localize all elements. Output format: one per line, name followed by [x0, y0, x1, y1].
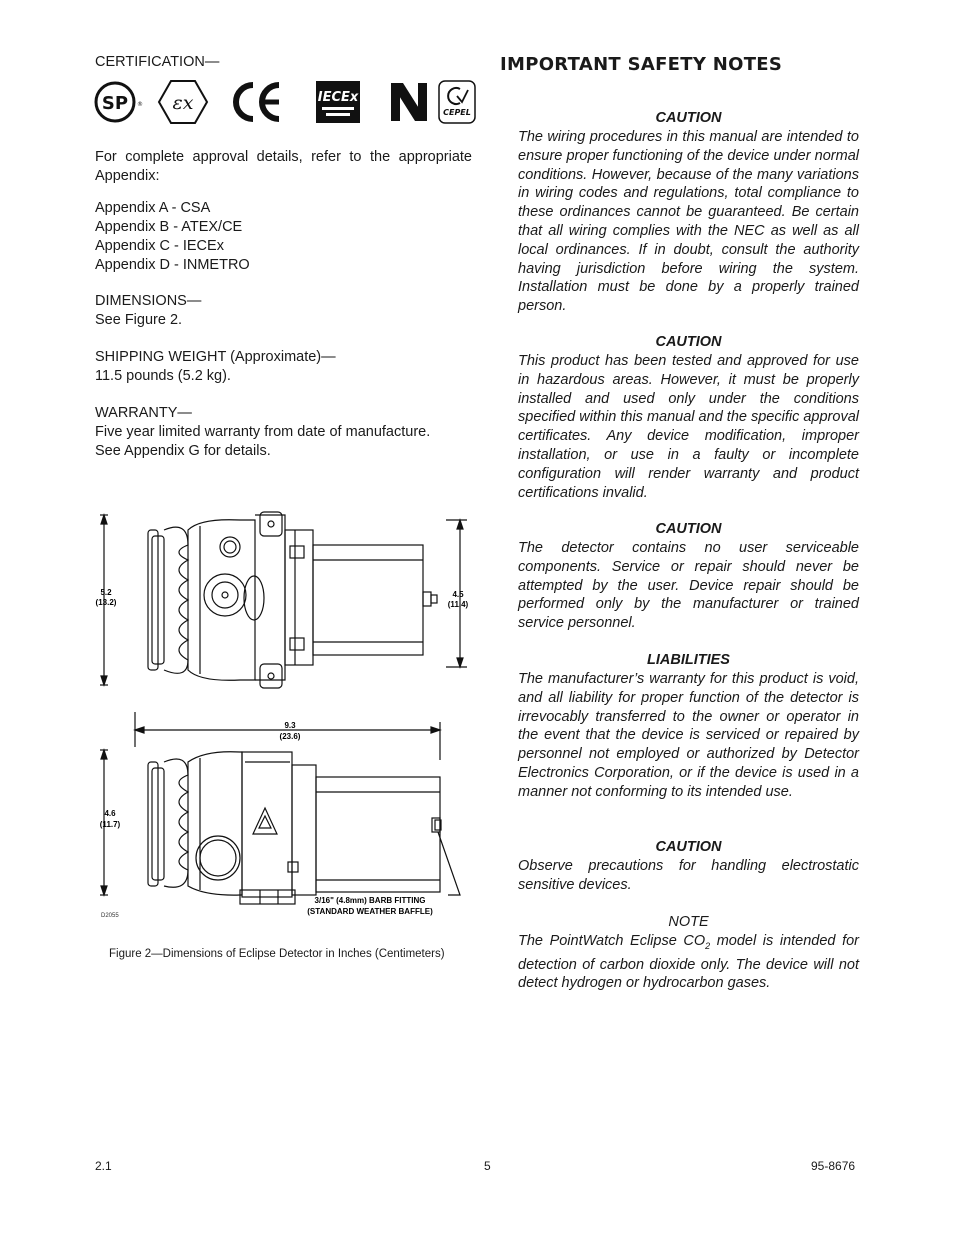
- svg-text:IECEx: IECEx: [317, 90, 359, 105]
- ex-logo: [157, 79, 209, 125]
- footer-page-number: 5: [484, 1159, 491, 1173]
- page-title: IMPORTANT SAFETY NOTES: [500, 54, 783, 75]
- cepel-logo: [438, 79, 476, 125]
- appendix-item: Appendix C - IECEx: [95, 238, 224, 254]
- dimensions-section: [95, 292, 201, 330]
- liabilities-block: [518, 651, 859, 802]
- svg-text:εx: εx: [172, 92, 194, 114]
- liabilities-body: The manufacturer’s warranty for this product is void, and all liability for proper function of the detector is irrevocably transferred to the owner or operator in the event that the device is serviced or repaired by personnel not employed or authorized by Detector Electronics Corporation, or if the device is used in a manner not conforming to its intended use.: [518, 671, 859, 800]
- caution-body: The detector contains no user serviceable components. Service or repair should never be attempted by the user. Device repair should be performed only by the manufacturer or trained service personnel.: [518, 540, 859, 632]
- caution-heading: CAUTION: [655, 839, 722, 855]
- cepel-text: CEPEL: [443, 108, 471, 117]
- caution-heading: CAUTION: [655, 110, 722, 126]
- appendix-list: [95, 199, 250, 275]
- caution-block: [518, 109, 859, 316]
- drawing-id: D2055: [101, 913, 119, 919]
- warranty-line: See Appendix G for details.: [95, 443, 271, 459]
- top-height-cm-label: (13.2): [95, 598, 117, 607]
- svg-text:®: ®: [137, 101, 143, 108]
- top-width-cm-label: (11.4): [447, 600, 469, 609]
- dimensions-text: See Figure 2.: [95, 312, 183, 328]
- caution-body: Observe precautions for handling electrostatic sensitive devices.: [518, 858, 859, 893]
- certification-label: CERTIFICATION—: [95, 54, 220, 70]
- caution-heading: CAUTION: [655, 521, 722, 537]
- footer-revision: 2.1: [95, 1159, 112, 1173]
- csa-logo: [95, 79, 141, 125]
- caution-body: The wiring procedures in this manual are intended to ensure proper functioning of the device under normal conditions. However, because of the many variations in wiring codes and regulations, total compliance to these ordinances cannot be guaranteed. Be certain that all wiring complies with the NEC as well as all local ordinances. If in doubt, consult the authority having jurisdiction before wiring the system. Installation must be done by a properly trained person.: [518, 129, 859, 315]
- barb-fitting-sub-label: (STANDARD WEATHER BAFFLE): [307, 907, 433, 916]
- bottom-height-label: 4.6: [104, 809, 116, 818]
- appendix-item: Appendix B - ATEX/CE: [95, 219, 243, 235]
- shipping-label: SHIPPING WEIGHT (Approximate)—: [95, 349, 336, 365]
- caution-block: [518, 838, 859, 895]
- note-subscript: 2: [705, 940, 711, 951]
- certification-logos: [95, 79, 475, 125]
- top-height-label: 5.2: [100, 588, 112, 597]
- bottom-length-label: 9.3: [284, 721, 296, 730]
- note-text: model is intended for detection of carbon dioxide only. The device will not detect hydrogen or hydrocarbon gases.: [518, 933, 859, 992]
- bottom-height-cm-label: (11.7): [99, 820, 121, 829]
- inmetro-logo: [387, 79, 431, 125]
- caution-body: This product has been tested and approved for use in hazardous areas. However, it must be properly installed and used only under the conditions specified within this manual and the specific approval certificates. Any device modification, improper installation, or use in a faulty or incomplete configuration will render warranty and product certifications invalid.: [518, 353, 859, 501]
- appendix-item: Appendix A - CSA: [95, 200, 211, 216]
- shipping-text: 11.5 pounds (5.2 kg).: [95, 368, 231, 384]
- bottom-length-cm-label: (23.6): [279, 732, 301, 741]
- figure-caption: Figure 2—Dimensions of Eclipse Detector in Inches (Centimeters): [109, 948, 445, 960]
- dimensions-label: DIMENSIONS—: [95, 293, 202, 309]
- caution-block: [518, 333, 859, 502]
- warranty-line: Five year limited warranty from date of manufacture.: [95, 424, 431, 440]
- approval-text: For complete approval details, refer to the appropriate Appendix:: [95, 149, 472, 184]
- appendix-item: Appendix D - INMETRO: [95, 257, 250, 273]
- svg-text:SP: SP: [101, 93, 129, 114]
- caution-block: [518, 520, 859, 633]
- shipping-section: [95, 348, 336, 386]
- detector-dimension-drawing: [90, 500, 490, 940]
- footer-doc-number: 95-8676: [811, 1159, 856, 1173]
- barb-fitting-label: 3/16" (4.8mm) BARB FITTING: [314, 896, 426, 905]
- iecex-logo: [316, 79, 360, 125]
- warranty-label: WARRANTY—: [95, 405, 192, 421]
- liabilities-heading: LIABILITIES: [647, 652, 730, 668]
- ce-logo: [229, 79, 285, 125]
- note-body: [518, 932, 859, 993]
- note-heading: NOTE: [668, 914, 709, 930]
- note-text: The PointWatch Eclipse CO: [518, 933, 706, 949]
- warranty-section: [95, 404, 430, 461]
- caution-heading: CAUTION: [655, 334, 722, 350]
- top-width-label: 4.5: [452, 590, 464, 599]
- note-block: [518, 913, 859, 993]
